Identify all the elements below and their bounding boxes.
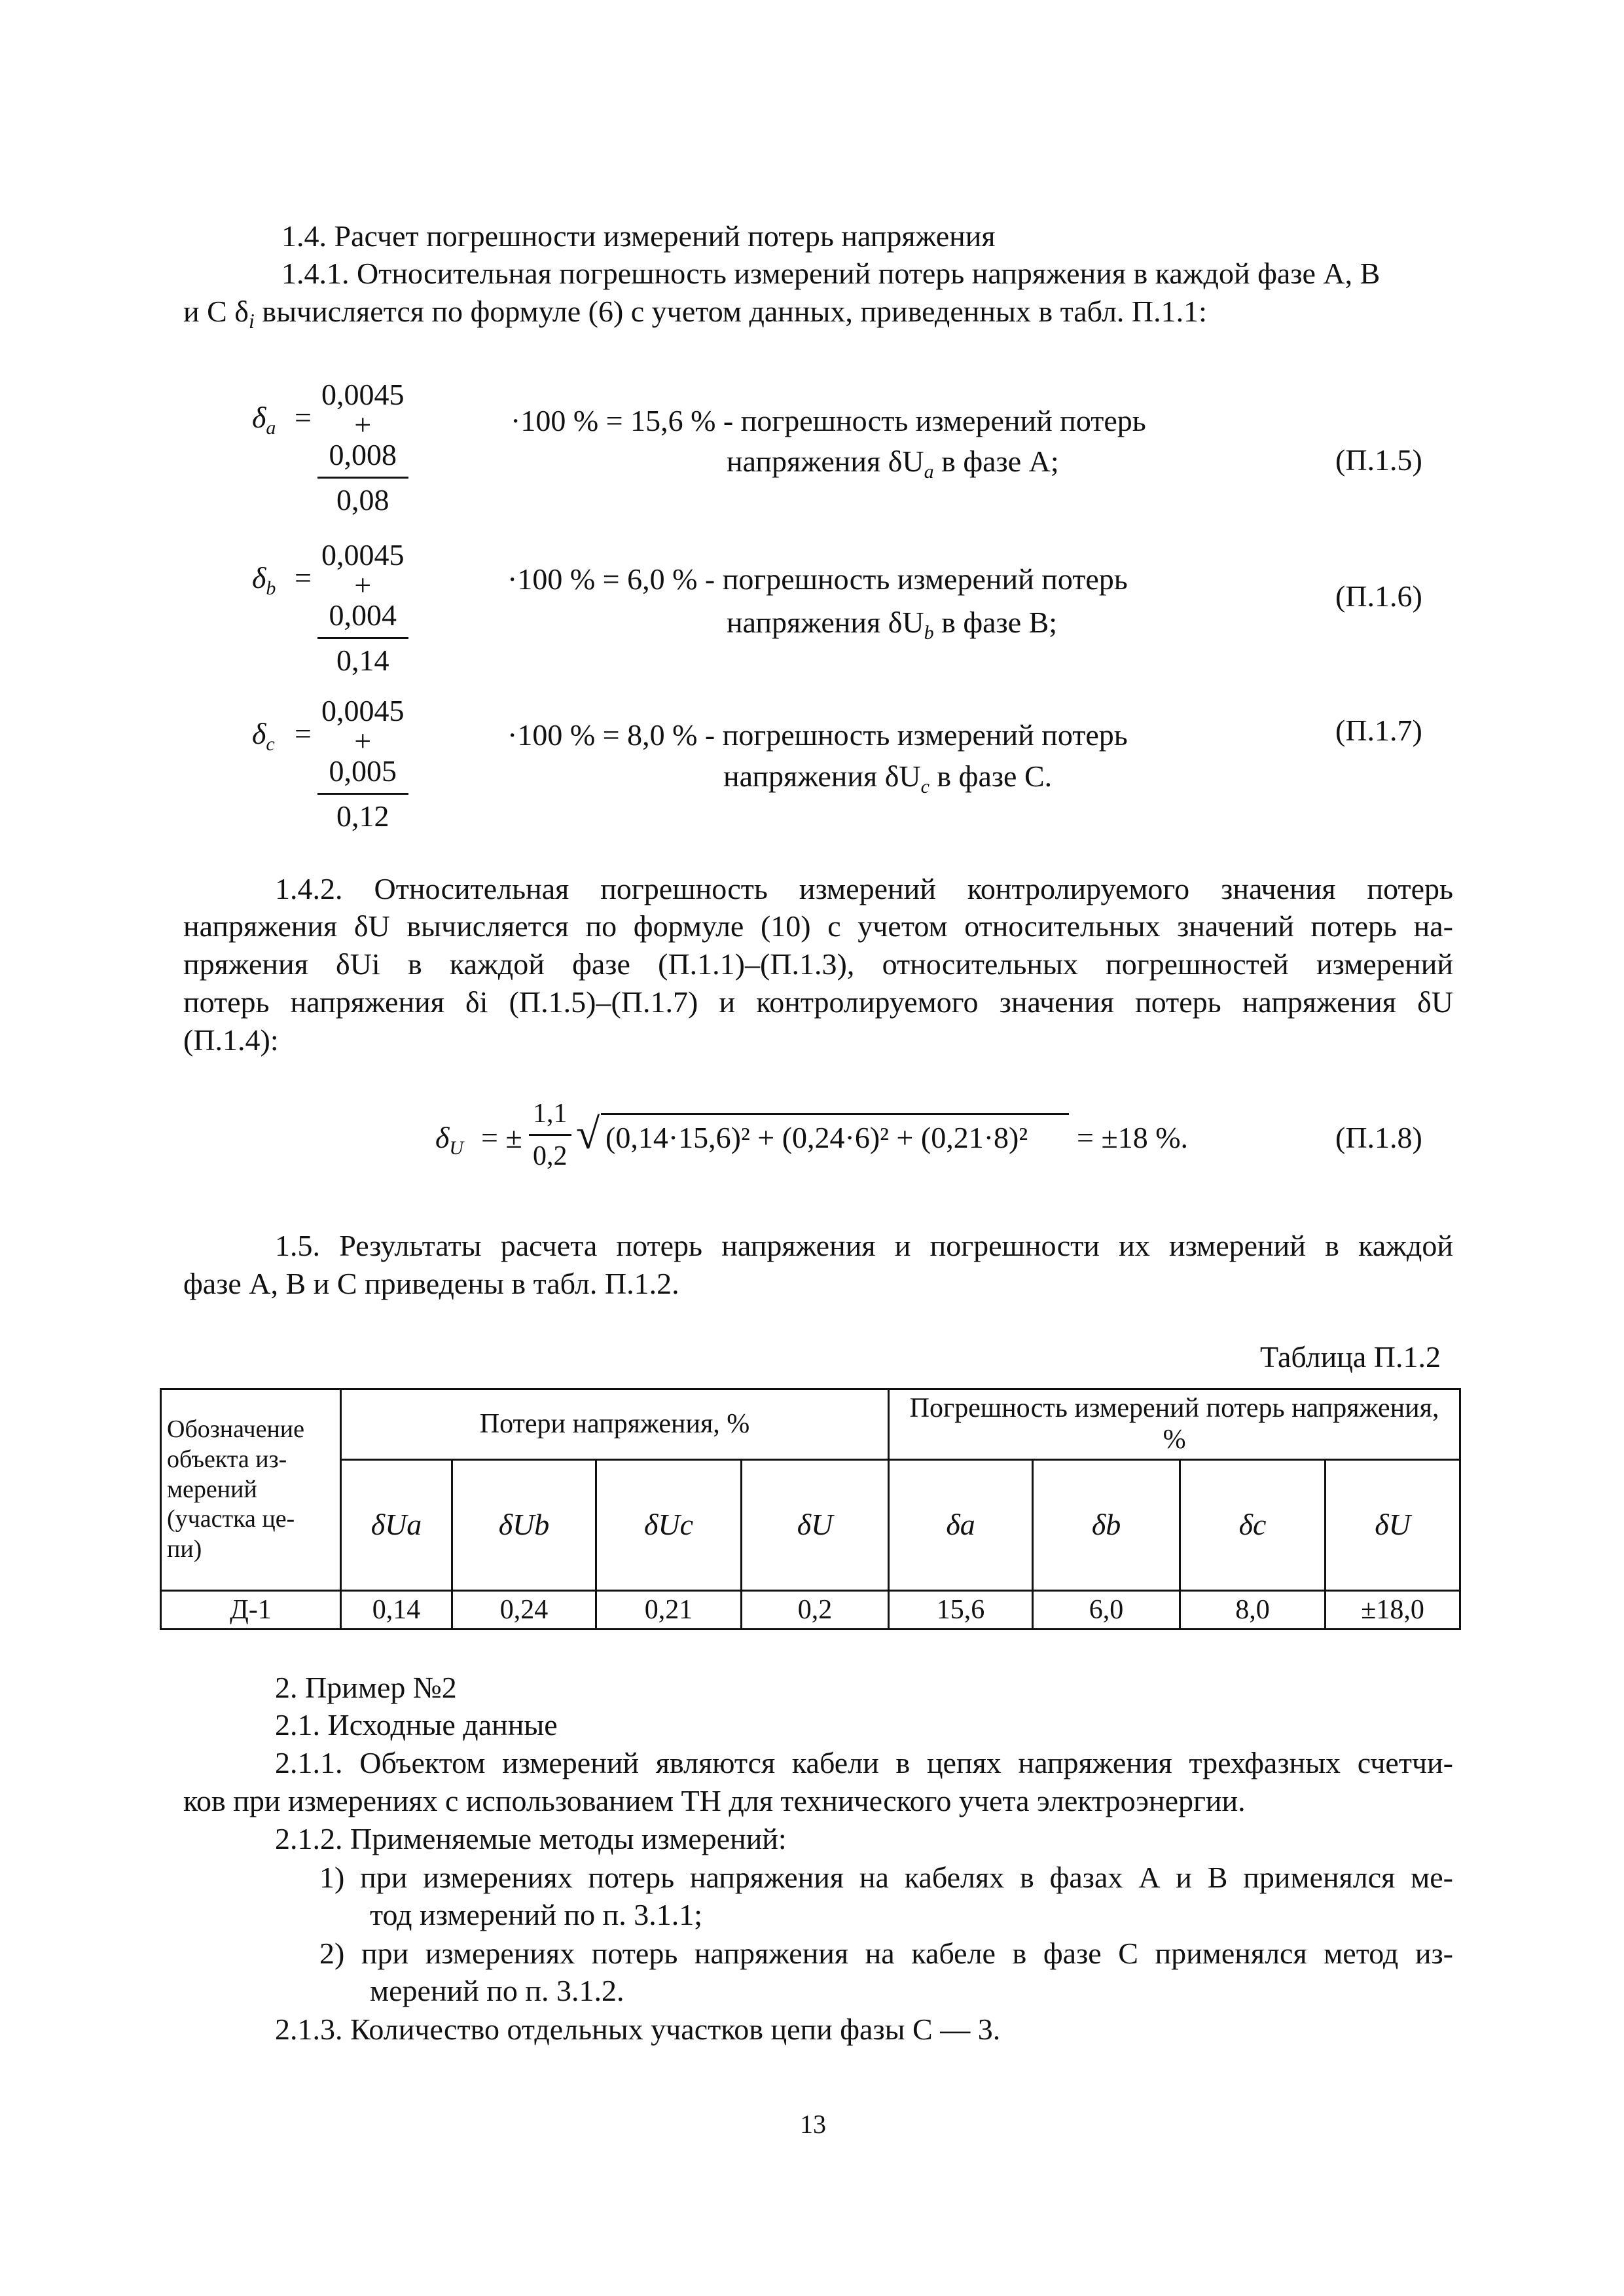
paragraph-1-4-2-line4: потерь напряжения δi (П.1.5)–(П.1.7) и контролируемого значения потерь напряжения δU	[183, 985, 1453, 1019]
paragraph-1-4-1-line2: и С $\delta_i$ вычисляется по формуле (6) с учетом данных, приведенных в табл. П.1.1:	[183, 295, 1207, 333]
table-col-header: δa	[889, 1459, 1033, 1590]
section-heading-2-1: 2.1. Исходные данные	[275, 1708, 558, 1741]
paragraph-2-1-1-line2: ков при измерениях с использованием ТН для технического учета электроэнергии.	[183, 1784, 1246, 1817]
paragraph-1-4-2-line5: (П.1.4):	[183, 1023, 279, 1057]
equation-number: (П.1.8)	[1335, 1121, 1422, 1154]
table-cell: Д-1	[161, 1590, 341, 1629]
table-cell: 0,21	[596, 1590, 742, 1629]
paragraph-1-4-1-line1: 1.4.1. Относительная погрешность измерений потерь напряжения в каждой фазе А, В	[281, 257, 1380, 290]
table-row	[161, 1590, 1460, 1629]
equation-number: (П.1.5)	[1335, 443, 1422, 477]
section-heading-2: 2. Пример №2	[275, 1671, 457, 1704]
table-cell: 15,6	[889, 1590, 1033, 1629]
table-col-header: δU	[1326, 1459, 1460, 1590]
table-col-header: δUa	[341, 1459, 452, 1590]
paragraph-1-4-2-line2: напряжения δU вычисляется по формуле (10) с учетом относительных значений потерь на-	[183, 909, 1453, 943]
paragraph-2-1-1-line1: 2.1.1. Объектом измерений являются кабели в цепях напряжения трехфазных счетчи-	[275, 1746, 1453, 1779]
table-cell: ±18,0	[1326, 1590, 1460, 1629]
table-cell: 0,24	[452, 1590, 596, 1629]
fraction-p1-7: $\frac{0,0045 + 0,005}{0,12}$	[317, 696, 408, 831]
table-cell: 6,0	[1033, 1590, 1180, 1629]
equation-number: (П.1.7)	[1335, 714, 1422, 747]
table-col-header: δc	[1180, 1459, 1326, 1590]
table-cell: 8,0	[1180, 1590, 1326, 1629]
page-number: 13	[800, 2109, 826, 2139]
section-heading-1-4: 1.4. Расчет погрешности измерений потерь напряжения	[281, 219, 996, 253]
paragraph-2-1-3: 2.1.3. Количество отдельных участков цепи фазы С — 3.	[275, 2013, 1001, 2046]
list-item-1-line2: тод измерений по п. 3.1.1;	[370, 1898, 703, 1931]
table-caption: Таблица П.1.2	[1260, 1340, 1441, 1374]
table-col-header: δUb	[452, 1459, 596, 1590]
table-cell: 0,2	[742, 1590, 889, 1629]
table-col-header: δb	[1033, 1459, 1180, 1590]
table-cell: 0,14	[341, 1590, 452, 1629]
table-header-object: Обозначение объекта из- мерений (участка це- пи)	[161, 1389, 341, 1591]
fraction-p1-8: $\frac{1,1}{0,2}$	[529, 1100, 571, 1170]
list-item-2-line1: 2) при измерениях потерь напряжения на кабеле в фазе С применялся метод из-	[319, 1937, 1453, 1970]
paragraph-1-4-2-line3: пряжения δUi в каждой фазе (П.1.1)–(П.1.3), относительных погрешностей измерений	[183, 947, 1453, 981]
equation-number: (П.1.6)	[1335, 579, 1422, 613]
paragraph-1-5-line1: 1.5. Результаты расчета потерь напряжения и погрешности их измерений в каждой	[275, 1229, 1453, 1262]
table-col-header: δU	[742, 1459, 889, 1590]
table-header-losses: Потери напряжения, %	[341, 1389, 889, 1460]
table-header-errors: Погрешность измерений потерь напряжения, %	[889, 1389, 1460, 1460]
table-col-header: δUc	[596, 1459, 742, 1590]
list-item-2-line2: мерений по п. 3.1.2.	[370, 1974, 624, 2007]
paragraph-2-1-2: 2.1.2. Применяемые методы измерений:	[275, 1822, 787, 1855]
list-item-1-line1: 1) при измерениях потерь напряжения на кабелях в фазах А и В применялся ме-	[319, 1861, 1453, 1894]
fraction-p1-5: $\frac{0,0045 + 0,008}{0,08}$	[317, 380, 408, 515]
results-table	[160, 1388, 1461, 1630]
document-page: 1.4. Расчет погрешности измерений потерь напряжения 1.4.1. Относительная погрешность измерений потерь напряжения в каждой фазе А, В и С $\delta_i$ вычисляется по формуле (6) с учетом данных, приведенных в табл. П.1.1: $\delta_a$ = $\frac{0,0045 + 0,008}{0,08}$ ·100 % = 15,6 % - погрешность измерений потерь напряжения $\delta U_a$ в фазе А; (П.1.5) $\delta_b$ = $\frac{0,0045 + 0,004}{0,14}$ ·100 % = 6,0 % - погрешность измерений потерь напряжения $\delta U_b$ в фазе В; (П.1.6) $\delta_c$ = $\frac{0,0045 + 0,005}{0,12}$ ·100 % = 8,0 % - погрешность измерений потерь напряжения $\delta U_c$ в фазе С. (П.1.7) 1.4.2. Относительная погрешность измерений контролируемого значения потерь напряжения δU вычисляется по формуле (10) с учетом относительных значений потерь на- пряжения δUi в каждой фазе (П.1.1)–(П.1.3), относительных погрешностей измерений потерь напряжения δi (П.1.5)–(П.1.7) и контролируемого значения потерь напряжения δU (П.1.4): $\delta_U$ = ± $\frac{1,1}{0,2}$ √ (0,14·15,6)² + (0,24·6)² + (0,21·8)² = ±18 %. (П.1.8) 1.5. Результаты расчета потерь напряжения и погрешности их измерений в каждой фазе А, В и С приведены в табл. П.1.2. Таблица П.1.2 Обозначение объекта из- мерений (участка це- пи) Потери напряжения, % Погрешность измерений потерь напряжения, % δUa δUb δUc δU δa δb δc δU Д-1 0,14 0,24 0,21 0,2 15,6 6,0 8,0 ±18,0 2. Пример №2 2.1. Исходные данные 2.1.1. Объектом измерений являются кабели в цепях напряжения трехфазных счетчи- ков при измерениях с использованием ТН для технического учета электроэнергии. 2.1.2. Применяемые методы измерений: 1) при измерениях потерь напряжения на кабелях в фазах А и В применялся ме- тод измерений по п. 3.1.1; 2) при измерениях потерь напряжения на кабеле в фазе С применялся метод из- мерений по п. 3.1.2. 2.1.3. Количество отдельных участков цепи фазы С — 3. 13	[0, 0, 1624, 2296]
sqrt-icon: √	[576, 1110, 600, 1158]
sqrt-overbar	[601, 1113, 1069, 1115]
fraction-p1-6: $\frac{0,0045 + 0,004}{0,14}$	[317, 540, 408, 676]
paragraph-1-5-line2: фазе А, В и С приведены в табл. П.1.2.	[183, 1267, 679, 1300]
paragraph-1-4-2-line1: 1.4.2. Относительная погрешность измерений контролируемого значения потерь	[275, 872, 1453, 905]
